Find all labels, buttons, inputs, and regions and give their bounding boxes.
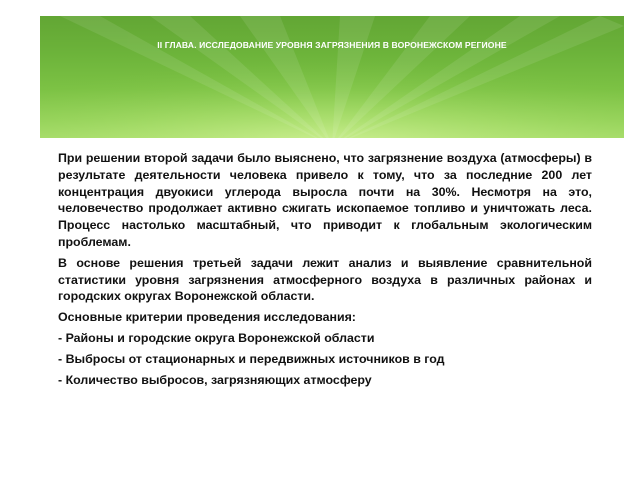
header-rays-decoration	[40, 16, 624, 138]
criteria-heading: Основные критерии проведения исследования:	[58, 310, 356, 325]
header-band	[40, 16, 624, 138]
slide-body	[58, 150, 592, 392]
criteria-item-emission-amount: - Количество выбросов, загрязняющих атмосферу	[58, 372, 372, 387]
criteria-item-emission-sources: - Выбросы от стационарных и передвижных источников в год	[58, 351, 445, 366]
paragraph-third-task: В основе решения третьей задачи лежит анализ и выявление сравнительной статистики уровня загрязнения атмосферного воздуха в различных районах и городских округах Воронежской области.	[58, 255, 592, 304]
paragraph-second-task: При решении второй задачи было выяснено, что загрязнение воздуха (атмосферы) в результате деятельности человека привело к тому, что за последние 200 лет концентрация двуокиси углерода выросла почти на 30%. Несмотря на это, человечество продолжает активно сжигать ископаемое топливо и уничтожать леса. Процесс настолько масштабный, что приводит к глобальным экологическим проблемам.	[58, 151, 592, 249]
slide-title: II ГЛАВА. ИССЛЕДОВАНИЕ УРОВНЯ ЗАГРЯЗНЕНИЯ В ВОРОНЕЖСКОМ РЕГИОНЕ	[157, 40, 507, 50]
criteria-item-districts: - Районы и городские округа Воронежской области	[58, 330, 375, 345]
